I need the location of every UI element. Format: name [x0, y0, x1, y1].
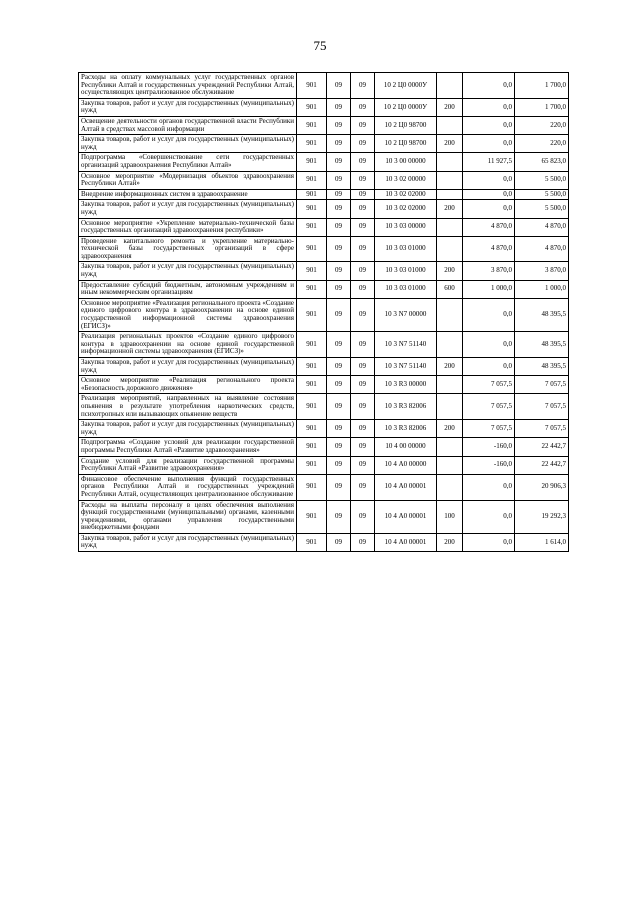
table-row [79, 200, 569, 218]
section-code: 09 [327, 262, 351, 280]
expense-type-code: 100 [437, 500, 463, 533]
target-article-code: 10 3 02 02000 [375, 200, 437, 218]
total-amount: 20 906,3 [515, 474, 569, 500]
target-article-code: 10 3 N7 00000 [375, 298, 437, 331]
table-row [79, 153, 569, 171]
table-row [79, 420, 569, 438]
row-name: Основное мероприятие «Реализация регионального проекта «Создание единого цифрового контура в здравоохранении на основе единой государственной информационной системы здравоохранения (ЕГИСЗ)» [79, 298, 297, 331]
grbs-code: 901 [297, 376, 327, 394]
row-name: Основное мероприятие «Реализация регионального проекта «Безопасность дорожного движения» [79, 376, 297, 394]
expense-type-code: 200 [437, 135, 463, 153]
section-code: 09 [327, 135, 351, 153]
subsection-code: 09 [351, 438, 375, 456]
change-amount: 0,0 [463, 474, 515, 500]
table-row [79, 394, 569, 420]
page-number: 75 [313, 38, 327, 53]
section-code: 09 [327, 171, 351, 189]
target-article-code: 10 4 А0 00000 [375, 456, 437, 474]
change-amount: 0,0 [463, 73, 515, 99]
grbs-code: 901 [297, 394, 327, 420]
target-article-code: 10 3 02 00000 [375, 171, 437, 189]
row-name: Расходы на выплаты персоналу в целях обеспечения выполнения функций государственными (муниципальными) органами, казенными учреждениями, органами управления государственными внебюджетными фондами [79, 500, 297, 533]
expense-type-code [437, 218, 463, 236]
subsection-code: 09 [351, 420, 375, 438]
target-article-code: 10 2 Ц0 0000У [375, 98, 437, 116]
section-code: 09 [327, 376, 351, 394]
grbs-code: 901 [297, 438, 327, 456]
expense-type-code [437, 332, 463, 358]
table-row [79, 500, 569, 533]
grbs-code: 901 [297, 153, 327, 171]
target-article-code: 10 3 R3 82006 [375, 394, 437, 420]
section-code: 09 [327, 189, 351, 200]
total-amount: 1 614,0 [515, 533, 569, 551]
subsection-code: 09 [351, 218, 375, 236]
section-code: 09 [327, 474, 351, 500]
total-amount: 48 395,5 [515, 298, 569, 331]
subsection-code: 09 [351, 153, 375, 171]
change-amount: -160,0 [463, 438, 515, 456]
section-code: 09 [327, 438, 351, 456]
total-amount: 4 870,0 [515, 218, 569, 236]
target-article-code: 10 3 02 02000 [375, 189, 437, 200]
target-article-code: 10 4 А0 00001 [375, 500, 437, 533]
table-row [79, 456, 569, 474]
change-amount: 0,0 [463, 332, 515, 358]
total-amount: 7 057,5 [515, 420, 569, 438]
change-amount: 0,0 [463, 533, 515, 551]
change-amount: 7 057,5 [463, 420, 515, 438]
subsection-code: 09 [351, 474, 375, 500]
table-row [79, 376, 569, 394]
target-article-code: 10 3 00 00000 [375, 153, 437, 171]
total-amount: 5 500,0 [515, 189, 569, 200]
grbs-code: 901 [297, 262, 327, 280]
total-amount: 48 395,5 [515, 332, 569, 358]
table-row [79, 236, 569, 262]
row-name: Создание условий для реализации государственной программы Республики Алтай «Развитие здравоохранения» [79, 456, 297, 474]
change-amount: -160,0 [463, 456, 515, 474]
grbs-code: 901 [297, 500, 327, 533]
section-code: 09 [327, 358, 351, 376]
table-row [79, 189, 569, 200]
target-article-code: 10 3 03 01000 [375, 280, 437, 298]
total-amount: 220,0 [515, 116, 569, 134]
grbs-code: 901 [297, 298, 327, 331]
expense-type-code: 200 [437, 358, 463, 376]
grbs-code: 901 [297, 474, 327, 500]
change-amount: 0,0 [463, 135, 515, 153]
expense-type-code: 200 [437, 200, 463, 218]
expense-type-code [437, 153, 463, 171]
expense-type-code [437, 456, 463, 474]
grbs-code: 901 [297, 280, 327, 298]
total-amount: 48 395,5 [515, 358, 569, 376]
total-amount: 7 057,5 [515, 376, 569, 394]
target-article-code: 10 3 03 00000 [375, 218, 437, 236]
total-amount: 1 700,0 [515, 98, 569, 116]
subsection-code: 09 [351, 135, 375, 153]
total-amount: 65 823,0 [515, 153, 569, 171]
target-article-code: 10 2 Ц0 0000У [375, 73, 437, 99]
section-code: 09 [327, 533, 351, 551]
expense-type-code: 200 [437, 420, 463, 438]
row-name: Финансовое обеспечение выполнения функций государственных органов Республики Алтай и государственных учреждений Республики Алтай, осуществляющих централизованное обслуживание [79, 474, 297, 500]
subsection-code: 09 [351, 456, 375, 474]
total-amount: 220,0 [515, 135, 569, 153]
row-name: Закупка товаров, работ и услуг для государственных (муниципальных) нужд [79, 98, 297, 116]
grbs-code: 901 [297, 171, 327, 189]
subsection-code: 09 [351, 280, 375, 298]
grbs-code: 901 [297, 236, 327, 262]
subsection-code: 09 [351, 98, 375, 116]
grbs-code: 901 [297, 533, 327, 551]
subsection-code: 09 [351, 116, 375, 134]
target-article-code: 10 3 R3 00000 [375, 376, 437, 394]
row-name: Внедрение информационных систем в здравоохранение [79, 189, 297, 200]
change-amount: 0,0 [463, 500, 515, 533]
row-name: Подпрограмма «Создание условий для реализации государственной программы Республики Алтай «Развитие здравоохранения» [79, 438, 297, 456]
expense-type-code [437, 438, 463, 456]
subsection-code: 09 [351, 73, 375, 99]
grbs-code: 901 [297, 73, 327, 99]
section-code: 09 [327, 73, 351, 99]
subsection-code: 09 [351, 376, 375, 394]
expense-type-code [437, 73, 463, 99]
total-amount: 5 500,0 [515, 171, 569, 189]
change-amount: 1 000,0 [463, 280, 515, 298]
change-amount: 0,0 [463, 358, 515, 376]
subsection-code: 09 [351, 298, 375, 331]
subsection-code: 09 [351, 236, 375, 262]
change-amount: 0,0 [463, 171, 515, 189]
row-name: Закупка товаров, работ и услуг для государственных (муниципальных) нужд [79, 358, 297, 376]
section-code: 09 [327, 218, 351, 236]
table-row [79, 332, 569, 358]
table-row [79, 218, 569, 236]
target-article-code: 10 4 00 00000 [375, 438, 437, 456]
table-row [79, 98, 569, 116]
row-name: Предоставление субсидий бюджетным, автономным учреждениям и иным некоммерческим организациям [79, 280, 297, 298]
grbs-code: 901 [297, 218, 327, 236]
section-code: 09 [327, 298, 351, 331]
target-article-code: 10 3 03 01000 [375, 262, 437, 280]
change-amount: 3 870,0 [463, 262, 515, 280]
subsection-code: 09 [351, 189, 375, 200]
grbs-code: 901 [297, 420, 327, 438]
table-row [79, 438, 569, 456]
target-article-code: 10 3 N7 51140 [375, 332, 437, 358]
target-article-code: 10 4 А0 00001 [375, 533, 437, 551]
total-amount: 4 870,0 [515, 236, 569, 262]
grbs-code: 901 [297, 200, 327, 218]
section-code: 09 [327, 500, 351, 533]
row-name: Основное мероприятие «Модернизация объектов здравоохранения Республики Алтай» [79, 171, 297, 189]
row-name: Основное мероприятие «Укрепление материально-технической базы государственных организаций здравоохранения республики» [79, 218, 297, 236]
change-amount: 7 057,5 [463, 376, 515, 394]
change-amount: 4 870,0 [463, 236, 515, 262]
expense-type-code [437, 474, 463, 500]
change-amount: 0,0 [463, 98, 515, 116]
target-article-code: 10 3 N7 51140 [375, 358, 437, 376]
section-code: 09 [327, 394, 351, 420]
change-amount: 11 927,5 [463, 153, 515, 171]
expense-type-code: 200 [437, 262, 463, 280]
table-row [79, 298, 569, 331]
table-row [79, 262, 569, 280]
target-article-code: 10 2 Ц0 98700 [375, 135, 437, 153]
section-code: 09 [327, 420, 351, 438]
grbs-code: 901 [297, 116, 327, 134]
expense-type-code [437, 298, 463, 331]
change-amount: 7 057,5 [463, 394, 515, 420]
table-row [79, 135, 569, 153]
table-row [79, 533, 569, 551]
table-row [79, 116, 569, 134]
table-row [79, 171, 569, 189]
section-code: 09 [327, 153, 351, 171]
expense-type-code: 600 [437, 280, 463, 298]
section-code: 09 [327, 116, 351, 134]
section-code: 09 [327, 280, 351, 298]
section-code: 09 [327, 236, 351, 262]
expense-type-code [437, 189, 463, 200]
expense-type-code [437, 171, 463, 189]
expense-type-code [437, 394, 463, 420]
table-row [79, 280, 569, 298]
subsection-code: 09 [351, 500, 375, 533]
target-article-code: 10 3 03 01000 [375, 236, 437, 262]
subsection-code: 09 [351, 200, 375, 218]
section-code: 09 [327, 200, 351, 218]
expense-type-code [437, 376, 463, 394]
section-code: 09 [327, 456, 351, 474]
row-name: Закупка товаров, работ и услуг для государственных (муниципальных) нужд [79, 420, 297, 438]
table-row [79, 73, 569, 99]
total-amount: 5 500,0 [515, 200, 569, 218]
row-name: Закупка товаров, работ и услуг для государственных (муниципальных) нужд [79, 200, 297, 218]
row-name: Реализация региональных проектов «Создание единого цифрового контура в здравоохранении на основе единой государственной информационной системы здравоохранения (ЕГИСЗ)» [79, 332, 297, 358]
expense-type-code [437, 236, 463, 262]
row-name: Проведение капитального ремонта и укрепление материально-технической базы государственных организаций в сфере здравоохранения [79, 236, 297, 262]
budget-table [78, 72, 569, 552]
total-amount: 1 700,0 [515, 73, 569, 99]
grbs-code: 901 [297, 135, 327, 153]
expense-type-code: 200 [437, 533, 463, 551]
change-amount: 0,0 [463, 298, 515, 331]
grbs-code: 901 [297, 189, 327, 200]
total-amount: 1 000,0 [515, 280, 569, 298]
row-name: Закупка товаров, работ и услуг для государственных (муниципальных) нужд [79, 533, 297, 551]
grbs-code: 901 [297, 332, 327, 358]
subsection-code: 09 [351, 394, 375, 420]
change-amount: 4 870,0 [463, 218, 515, 236]
subsection-code: 09 [351, 262, 375, 280]
subsection-code: 09 [351, 358, 375, 376]
total-amount: 7 057,5 [515, 394, 569, 420]
section-code: 09 [327, 332, 351, 358]
row-name: Закупка товаров, работ и услуг для государственных (муниципальных) нужд [79, 262, 297, 280]
total-amount: 22 442,7 [515, 438, 569, 456]
row-name: Закупка товаров, работ и услуг для государственных (муниципальных) нужд [79, 135, 297, 153]
table-row [79, 474, 569, 500]
row-name: Освещение деятельности органов государственной власти Республики Алтай в средствах массовой информации [79, 116, 297, 134]
expense-type-code [437, 116, 463, 134]
row-name: Реализация мероприятий, направленных на выявление состояния опьянения в результате употребления наркотических средств, психотропных или вызывающих опьянение веществ [79, 394, 297, 420]
subsection-code: 09 [351, 533, 375, 551]
grbs-code: 901 [297, 98, 327, 116]
target-article-code: 10 3 R3 82006 [375, 420, 437, 438]
row-name: Расходы на оплату коммунальных услуг государственных органов Республики Алтай и государственных учреждений Республики Алтай, осуществляющих централизованное обслуживание [79, 73, 297, 99]
total-amount: 3 870,0 [515, 262, 569, 280]
subsection-code: 09 [351, 171, 375, 189]
grbs-code: 901 [297, 456, 327, 474]
table-row [79, 358, 569, 376]
target-article-code: 10 4 А0 00001 [375, 474, 437, 500]
total-amount: 19 292,3 [515, 500, 569, 533]
total-amount: 22 442,7 [515, 456, 569, 474]
row-name: Подпрограмма «Совершенствование сети государственных организаций здравоохранения Республики Алтай» [79, 153, 297, 171]
change-amount: 0,0 [463, 116, 515, 134]
change-amount: 0,0 [463, 189, 515, 200]
subsection-code: 09 [351, 332, 375, 358]
grbs-code: 901 [297, 358, 327, 376]
target-article-code: 10 2 Ц0 98700 [375, 116, 437, 134]
change-amount: 0,0 [463, 200, 515, 218]
section-code: 09 [327, 98, 351, 116]
expense-type-code: 200 [437, 98, 463, 116]
